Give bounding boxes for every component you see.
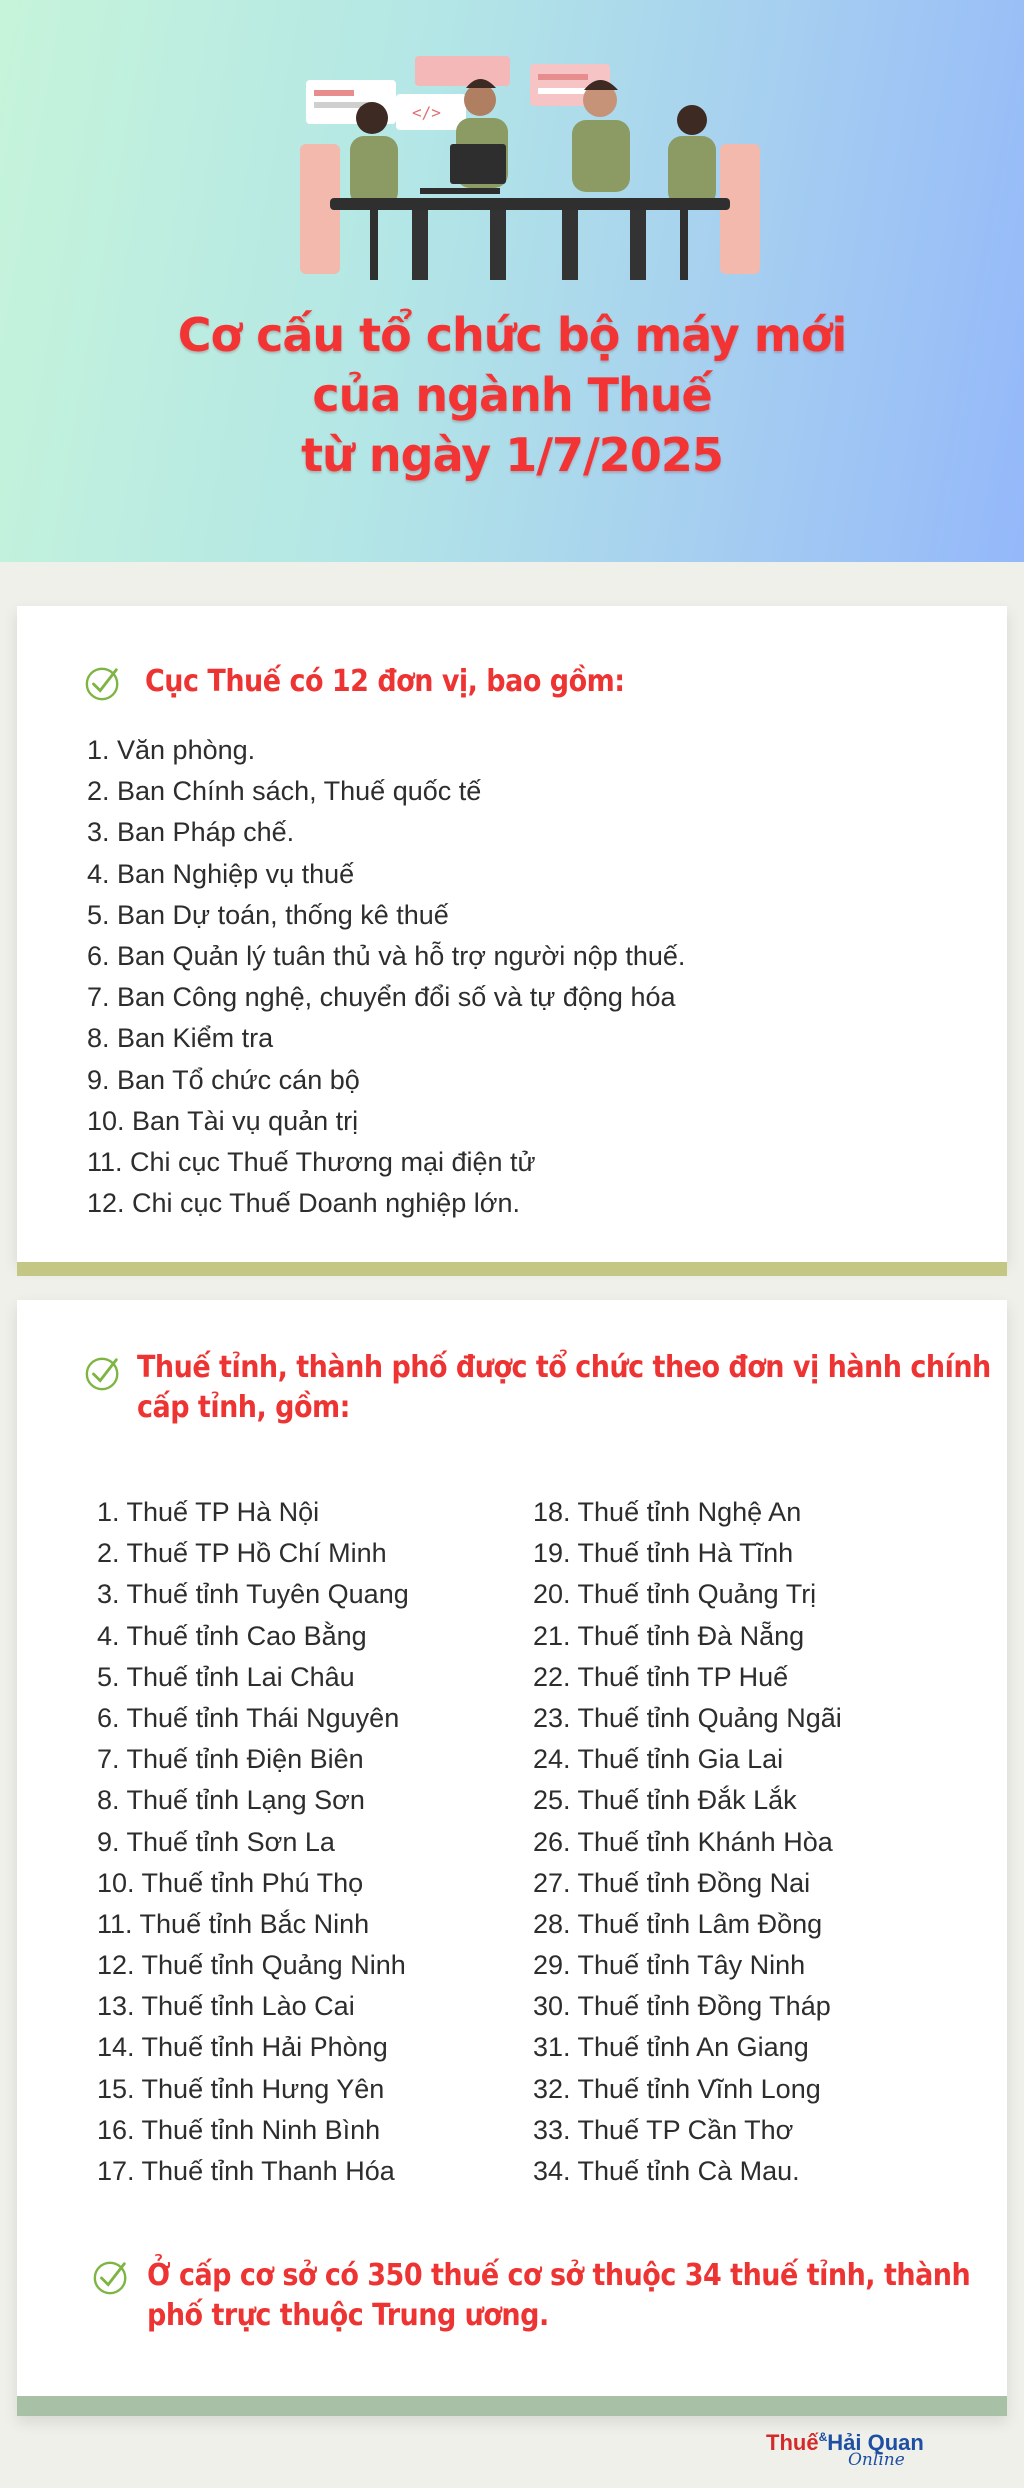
list-item: 2. Thuế TP Hồ Chí Minh — [97, 1538, 387, 1569]
list-item: 25. Thuế tỉnh Đắk Lắk — [533, 1785, 797, 1816]
list-item: 9. Thuế tỉnh Sơn La — [97, 1826, 335, 1857]
team-meeting-illustration — [300, 48, 760, 288]
list-item: 8. Ban Kiểm tra — [87, 1023, 274, 1054]
check-circle-icon — [84, 1354, 122, 1392]
list-item: 1. Thuế TP Hà Nội — [97, 1497, 320, 1527]
list-item: 2. Ban Chính sách, Thuế quốc tế — [87, 776, 482, 807]
logo-ampersand: & — [818, 2430, 828, 2444]
logo-subtext: Online — [848, 2450, 905, 2470]
svg-text:</>: </> — [412, 103, 441, 122]
list-item: 10. Thuế tỉnh Phú Thọ — [97, 1867, 364, 1898]
list-item: 34. Thuế tỉnh Cà Mau. — [533, 2156, 800, 2186]
unit-list — [87, 730, 685, 1224]
card-divider — [17, 1262, 1007, 1276]
list-item: 11. Chi cục Thuế Thương mại điện tử — [87, 1146, 536, 1177]
list-item: 6. Ban Quản lý tuân thủ và hỗ trợ người nộp thuế. — [87, 940, 686, 971]
list-item: 15. Thuế tỉnh Hưng Yên — [97, 2073, 385, 2104]
section-thue-tinh — [17, 1300, 1007, 2416]
title-line: Cơ cấu tổ chức bộ máy mới — [177, 308, 847, 362]
title-line: từ ngày 1/7/2025 — [301, 428, 723, 482]
list-item: 16. Thuế tỉnh Ninh Bình — [97, 2114, 381, 2145]
list-item: 21. Thuế tỉnh Đà Nẵng — [533, 1620, 805, 1651]
list-item: 6. Thuế tỉnh Thái Nguyên — [97, 1702, 400, 1733]
heading-line: cấp tỉnh, gồm: — [137, 1390, 350, 1425]
list-item: 29. Thuế tỉnh Tây Ninh — [533, 1950, 806, 1981]
card-divider — [17, 2396, 1007, 2416]
list-item: 32. Thuế tỉnh Vĩnh Long — [533, 2073, 821, 2104]
header-banner — [0, 0, 1024, 562]
list-item: 12. Chi cục Thuế Doanh nghiệp lớn. — [87, 1188, 520, 1219]
list-item: 8. Thuế tỉnh Lạng Sơn — [97, 1785, 365, 1816]
list-item: 22. Thuế tỉnh TP Huế — [533, 1661, 789, 1692]
list-item: 31. Thuế tỉnh An Giang — [533, 2032, 809, 2063]
list-item: 13. Thuế tỉnh Lào Cai — [97, 1991, 355, 2022]
list-item: 12. Thuế tỉnh Quảng Ninh — [97, 1950, 406, 1981]
list-item: 4. Ban Nghiệp vụ thuế — [87, 858, 355, 889]
list-item: 17. Thuế tỉnh Thanh Hóa — [97, 2156, 395, 2186]
list-item: 5. Ban Dự toán, thống kê thuế — [87, 899, 449, 930]
list-item: 3. Thuế tỉnh Tuyên Quang — [97, 1579, 409, 1610]
list-item: 10. Ban Tài vụ quản trị — [87, 1105, 359, 1136]
list-item: 27. Thuế tỉnh Đồng Nai — [533, 1867, 811, 1898]
page-title — [0, 305, 1024, 485]
list-item: 3. Ban Pháp chế. — [87, 817, 295, 848]
list-item: 20. Thuế tỉnh Quảng Trị — [533, 1579, 817, 1610]
list-item: 1. Văn phòng. — [87, 735, 256, 765]
logo-word-thue: Thuế — [766, 2430, 819, 2455]
section-heading-local — [147, 2256, 970, 2336]
section-cuc-thue — [17, 606, 1007, 1262]
list-item: 30. Thuế tỉnh Đồng Tháp — [533, 1991, 831, 2022]
logo-word-hai-quan: Hải Quan — [827, 2430, 924, 2455]
list-item: 33. Thuế TP Cần Thơ — [533, 2114, 794, 2145]
section-heading: Cục Thuế có 12 đơn vị, bao gồm: — [145, 664, 625, 699]
list-item: 9. Ban Tổ chức cán bộ — [87, 1064, 360, 1095]
list-item: 18. Thuế tỉnh Nghệ An — [533, 1497, 802, 1527]
section-heading — [137, 1348, 991, 1428]
list-item: 7. Ban Công nghệ, chuyển đổi số và tự động hóa — [87, 982, 676, 1013]
heading-line: Ở cấp cơ sở có 350 thuế cơ sở thuộc 34 thuế tỉnh, thành — [147, 2258, 971, 2293]
province-list-left — [97, 1492, 409, 2192]
list-item: 14. Thuế tỉnh Hải Phòng — [97, 2032, 388, 2063]
thue-hai-quan-logo — [766, 2430, 924, 2474]
province-list-right — [533, 1492, 842, 2192]
heading-line: phố trực thuộc Trung ương. — [147, 2298, 549, 2333]
heading-line: Thuế tỉnh, thành phố được tổ chức theo đơn vị hành chính — [137, 1350, 991, 1385]
list-item: 5. Thuế tỉnh Lai Châu — [97, 1661, 355, 1692]
list-item: 19. Thuế tỉnh Hà Tĩnh — [533, 1538, 794, 1569]
list-item: 28. Thuế tỉnh Lâm Đồng — [533, 1908, 823, 1939]
list-item: 24. Thuế tỉnh Gia Lai — [533, 1744, 784, 1775]
title-line: của ngành Thuế — [312, 368, 712, 422]
list-item: 23. Thuế tỉnh Quảng Ngãi — [533, 1702, 842, 1733]
list-item: 7. Thuế tỉnh Điện Biên — [97, 1744, 364, 1775]
list-item: 11. Thuế tỉnh Bắc Ninh — [97, 1908, 370, 1939]
list-item: 26. Thuế tỉnh Khánh Hòa — [533, 1826, 833, 1857]
list-item: 4. Thuế tỉnh Cao Bằng — [97, 1620, 367, 1651]
check-circle-icon — [92, 2258, 130, 2296]
check-circle-icon — [84, 664, 122, 702]
